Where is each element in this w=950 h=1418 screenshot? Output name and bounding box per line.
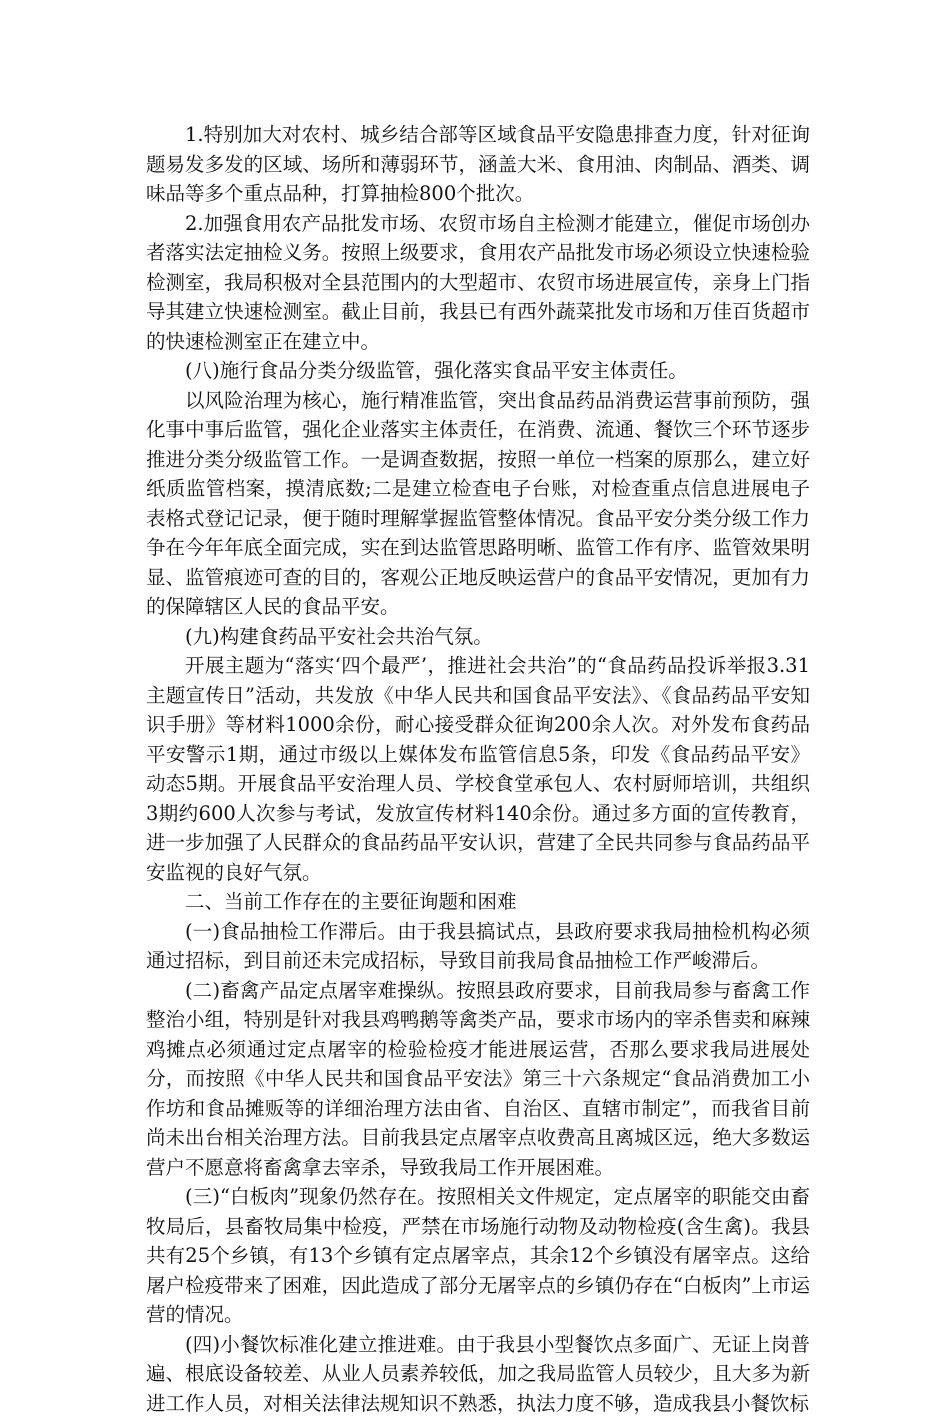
paragraph-problem-3: (三)“白板肉”现象仍然存在。按照相关文件规定，定点屠宰的职能交由畜牧局后，县畜牧局集中检疫，严禁在市场施行动物及动物检疫(含生禽)。我县共有25个乡镇，有13个乡镇有定点屠宰点，其余12个乡镇没有屠宰点。这给屠户检疫带来了困难，因此造成了部分无屠宰点的乡镇仍存在“白板肉”上市运营的情况。 [146,1182,810,1330]
paragraph-4: 开展主题为“落实‘四个最严’，推进社会共治”的“食品药品投诉举报3.31主题宣传日”活动，共发放《中华人民共和国食品平安法》、《食品药品平安知识手册》等材料1000余份，耐心接受群众征询200余人次。对外发布食药品平安警示1期，通过市级以上媒体发布监管信息5条，印发《食品药品平安》动态5期。开展食品平安治理人员、学校食堂承包人、农村厨师培训，共组织3期约600人次参与考试，发放宣传材料140余份。通过多方面的宣传教育，进一步加强了人民群众的食品药品平安认识，营建了全民共同参与食品药品平安监视的良好气氛。 [146,651,810,887]
section-heading-2: 二、当前工作存在的主要征询题和困难 [146,887,810,917]
paragraph-3: 以风险治理为核心，施行精准监管，突出食品药品消费运营事前预防，强化事中事后监管，强化企业落实主体责任，在消费、流通、餐饮三个环节逐步推进分类分级监管工作。一是调查数据，按照一单位一档案的原那么，建立好纸质监管档案，摸清底数;二是建立检查电子台账，对检查重点信息进展电子表格式登记记录，便于随时理解掌握监管整体情况。食品平安分类分级工作力争在今年年底全面完成，实在到达监管思路明晰、监管工作有序、监管效果明显、监管痕迹可查的目的，客观公正地反映运营户的食品平安情况，更加有力的保障辖区人民的食品平安。 [146,386,810,622]
paragraph-problem-4: (四)小餐饮标准化建立推进难。由于我县小型餐饮点多面广、无证上岗普遍、根底设备较差、从业人员素养较低，加之我局监管人员较少，且大多为新进工作人员，对相关法律法规知识不熟悉，执法力度不够，造成我县小餐饮标 [146,1330,810,1418]
paragraph-problem-2: (二)畜禽产品定点屠宰难操纵。按照县政府要求，目前我局参与畜禽工作整治小组，特别是针对我县鸡鸭鹅等禽类产品，要求市场内的宰杀售卖和麻辣鸡摊点必须通过定点屠宰的检验检疫才能进展运营，否那么要求我局进展处分，而按照《中华人民共和国食品平安法》第三十六条规定“食品消费加工小作坊和食品摊贩等的详细治理方法由省、自治区、直辖市制定”，而我省目前尚未出台相关治理方法。目前我县定点屠宰点收费高且离城区远，绝大多数运营户不愿意将畜禽拿去宰杀，导致我局工作开展困难。 [146,976,810,1183]
document-body [146,120,810,1418]
paragraph-2: 2.加强食用农产品批发市场、农贸市场自主检测才能建立，催促市场创办者落实法定抽检义务。按照上级要求，食用农产品批发市场必须设立快速检验检测室，我局积极对全县范围内的大型超市、农贸市场进展宣传，亲身上门指导其建立快速检测室。截止目前，我县已有西外蔬菜批发市场和万佳百货超市的快速检测室正在建立中。 [146,209,810,357]
paragraph-problem-1: (一)食品抽检工作滞后。由于我县搞试点，县政府要求我局抽检机构必须通过招标，到目前还未完成招标，导致目前我局食品抽检工作严峻滞后。 [146,917,810,976]
section-heading-9: (九)构建食药品平安社会共治气氛。 [146,622,810,652]
paragraph-1: 1.特别加大对农村、城乡结合部等区域食品平安隐患排查力度，针对征询题易发多发的区域、场所和薄弱环节，涵盖大米、食用油、肉制品、酒类、调味品等多个重点品种，打算抽检800个批次。 [146,120,810,209]
section-heading-8: (八)施行食品分类分级监管，强化落实食品平安主体责任。 [146,356,810,386]
